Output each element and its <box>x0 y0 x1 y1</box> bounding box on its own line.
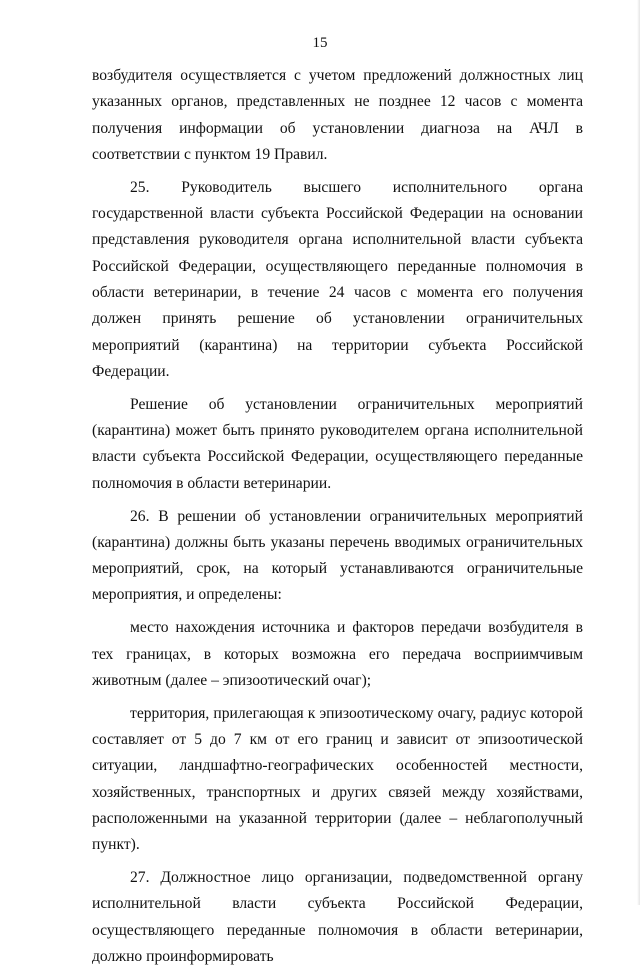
paragraph-quarantine-decision: Решение об установлении ограничительных мероприятий (карантина) может быть принято руководителем органа исполнительной власти субъекта Российской Федерации, осуществляющего переданные полномочия в области ветеринарии. <box>92 395 583 492</box>
paragraph-epizootic-focus: место нахождения источника и факторов передачи возбудителя в тех границах, в которых возможна его передача восприимчивым животным (далее – эпизоотический очаг); <box>92 619 583 689</box>
paragraph-continuation: возбудителя осуществляется с учетом предложений должностных лиц указанных органов, представленных не позднее 12 часов с момента получения информации об установлении диагноза на АЧЛ в соответствии с пунктом 19 Правил. <box>92 67 583 163</box>
document-body <box>92 63 583 977</box>
page-number: 15 <box>312 35 328 51</box>
paragraph-item-25: 25. Руководитель высшего исполнительного органа государственной власти субъекта Российской Федерации на основании представления руководителя органа исполнительной власти субъекта Российской Федерации, осуществляющего переданные полномочия в области ветеринарии, в течение 24 часов с момента его получения должен принять решение об установлении ограничительных мероприятий (карантина) на территории субъекта Российской Федерации. <box>92 178 583 380</box>
paragraph-item-26: 26. В решении об установлении ограничительных мероприятий (карантина) должны быть указаны перечень вводимых ограничительных мероприятий, срок, на который устанавливаются ограничительные мероприятия, и определены: <box>92 507 583 604</box>
paragraph-item-27: 27. Должностное лицо организации, подведомственной органу исполнительной власти субъекта Российской Федерации, осуществляющего переданные полномочия в области ветеринарии, должно проинформировать <box>92 869 583 966</box>
paragraph-unfavorable-point: территория, прилегающая к эпизоотическому очагу, радиус которой составляет от 5 до 7 км от его границ и зависит от эпизоотической ситуации, ландшафтно-географических особенностей местности, хозяйственных, транспортных и других связей между хозяйствами, расположенными на указанной территории (далее – неблагополучный пункт). <box>92 704 583 854</box>
